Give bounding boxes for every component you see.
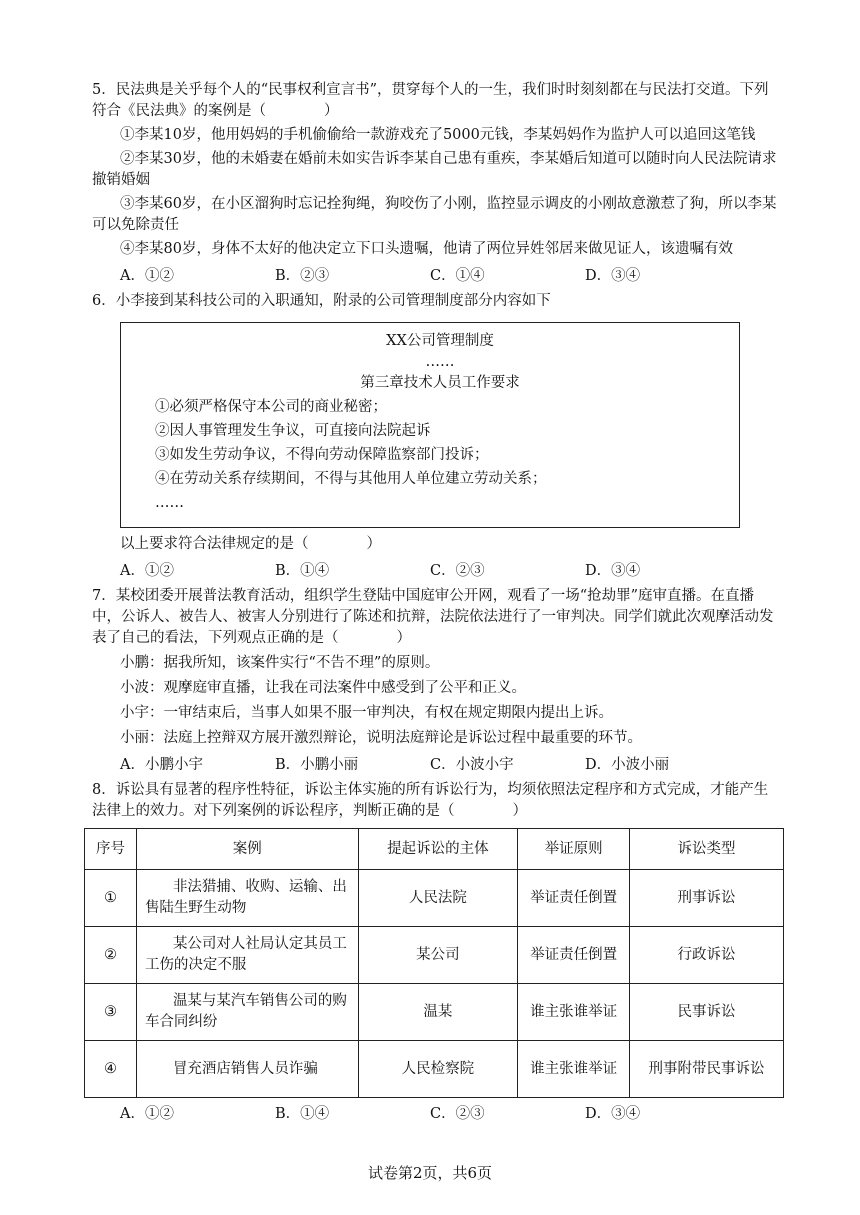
rule-item: ④在劳动关系存续期间，不得与其他用人单位建立劳动关系； [155, 471, 547, 488]
table-row [85, 927, 784, 984]
student-view: 小宇：一审结束后，当事人如果不服一审判决，有权在规定期限内提出上诉。 [120, 705, 613, 722]
case-item: ①李某10岁，他用妈妈的手机偷偷给一款游戏充了5000元钱，李某妈妈作为监护人可以追回这笔钱 [120, 127, 756, 144]
option-c: C．②③ [430, 1106, 485, 1123]
column-header: 案例 [136, 829, 358, 870]
student-view: 小波：观摩庭审直播，让我在司法案件中感受到了公平和正义。 [120, 680, 526, 697]
cell-evidence-rule: 举证责任倒置 [518, 870, 630, 927]
student-view: 小丽：法庭上控辩双方展开激烈辩论，说明法庭辩论是诉讼过程中最重要的环节。 [120, 730, 642, 747]
option-d: D．小波小丽 [585, 757, 670, 774]
column-header: 序号 [85, 829, 137, 870]
option-b: B．小鹏小丽 [275, 757, 359, 774]
cell-case: 温某与某汽车销售公司的购车合同纠纷 [136, 984, 358, 1041]
table-row [85, 984, 784, 1041]
question-7 [92, 586, 778, 776]
cell-lawsuit-type: 刑事诉讼 [630, 870, 784, 927]
question-stem: 民法典是关乎每个人的“民事权利宣言书”，贯穿每个人的一生，我们时时刻刻都在与民法打交道。下列符合《民法典》的案例是（ ） [92, 82, 769, 120]
option-b: B．①④ [275, 563, 330, 580]
option-b: B．①④ [275, 1106, 330, 1123]
cell-index: ④ [85, 1041, 137, 1098]
option-a: A．①② [120, 268, 174, 285]
cell-index: ① [85, 870, 137, 927]
rules-end-ellipsis: …… [155, 495, 184, 512]
student-view: 小鹏：据我所知，该案件实行“不告不理”的原则。 [120, 655, 440, 672]
question-stem: 小李接到某科技公司的入职通知，附录的公司管理制度部分内容如下 [115, 293, 551, 310]
answer-options [120, 266, 778, 287]
rules-ellipsis: …… [425, 354, 455, 371]
rule-item: ②因人事管理发生争议，可直接向法院起诉 [155, 423, 431, 440]
table-header-row [85, 829, 784, 870]
cell-case: 非法猎捕、收购、运输、出售陆生野生动物 [136, 870, 358, 927]
cell-evidence-rule: 举证责任倒置 [518, 927, 630, 984]
page-footer: 试卷第2页，共6页 [367, 1164, 493, 1182]
question-prompt: 以上要求符合法律规定的是（ ） [120, 536, 381, 553]
cell-plaintiff: 人民检察院 [358, 1041, 518, 1098]
column-header: 举证原则 [518, 829, 630, 870]
cell-index: ③ [85, 984, 137, 1041]
table-row [85, 1041, 784, 1098]
rules-title: XX公司管理制度 [386, 333, 494, 350]
cell-lawsuit-type: 民事诉讼 [630, 984, 784, 1041]
case-item: ②李某30岁，他的未婚妻在婚前未如实告诉李某自己患有重疾，李某婚后知道可以随时向人民法院请求撤销婚姻 [92, 151, 777, 189]
option-a: A．小鹏小宇 [120, 757, 203, 774]
company-rules-box [120, 322, 740, 528]
question-stem: 某校团委开展普法教育活动，组织学生登陆中国庭审公开网，观看了一场“抢劫罪”庭审直播。在直播中，公诉人、被告人、被害人分别进行了陈述和抗辩，法院依法进行了一审判决。同学们就此次观摩活动发表了自己的看法，下列观点正确的是（ ） [92, 588, 774, 647]
option-c: C．①④ [430, 268, 485, 285]
question-6 [92, 291, 778, 582]
option-c: C．小波小宇 [430, 757, 514, 774]
case-item: ④李某80岁，身体不太好的他决定立下口头遗嘱，他请了两位异姓邻居来做见证人，该遗嘱有效 [120, 241, 733, 258]
rules-chapter: 第三章技术人员工作要求 [360, 375, 520, 392]
cell-case: 某公司对人社局认定其员工工伤的决定不服 [136, 927, 358, 984]
rule-item: ①必须严格保守本公司的商业秘密； [155, 399, 387, 416]
cell-plaintiff: 温某 [358, 984, 518, 1041]
question-stem: 诉讼具有显著的程序性特征，诉讼主体实施的所有诉讼行为，均须依照法定程序和方式完成，才能产生法律上的效力。对下列案例的诉讼程序，判断正确的是（ ） [92, 782, 769, 820]
cell-plaintiff: 人民法院 [358, 870, 518, 927]
column-header: 提起诉讼的主体 [358, 829, 518, 870]
cell-lawsuit-type: 行政诉讼 [630, 927, 784, 984]
cell-case: 冒充酒店销售人员诈骗 [136, 1041, 358, 1098]
option-a: A．①② [120, 563, 174, 580]
answer-options [120, 561, 778, 582]
option-a: A．①② [120, 1106, 174, 1123]
question-8 [92, 780, 778, 1125]
answer-options [120, 1104, 778, 1125]
question-number: 5． [92, 82, 116, 98]
question-number: 7． [92, 588, 116, 605]
case-item: ③李某60岁，在小区溜狗时忘记拴狗绳，狗咬伤了小刚，监控显示调皮的小刚故意激惹了狗，所以李某可以免除责任 [92, 196, 777, 234]
option-c: C．②③ [430, 563, 485, 580]
rule-item: ③如发生劳动争议，不得向劳动保障监察部门投诉； [155, 447, 489, 464]
lawsuit-table [84, 828, 784, 1098]
cell-lawsuit-type: 刑事附带民事诉讼 [630, 1041, 784, 1098]
option-d: D．③④ [585, 1106, 641, 1123]
answer-options [120, 755, 778, 776]
question-5 [92, 80, 778, 287]
cell-index: ② [85, 927, 137, 984]
cell-evidence-rule: 谁主张谁举证 [518, 984, 630, 1041]
cell-plaintiff: 某公司 [358, 927, 518, 984]
question-number: 6． [92, 293, 116, 310]
table-row [85, 870, 784, 927]
column-header: 诉讼类型 [630, 829, 784, 870]
option-d: D．③④ [585, 268, 641, 285]
option-b: B．②③ [275, 268, 330, 285]
option-d: D．③④ [585, 563, 641, 580]
cell-evidence-rule: 谁主张谁举证 [518, 1041, 630, 1098]
question-number: 8． [92, 782, 116, 799]
